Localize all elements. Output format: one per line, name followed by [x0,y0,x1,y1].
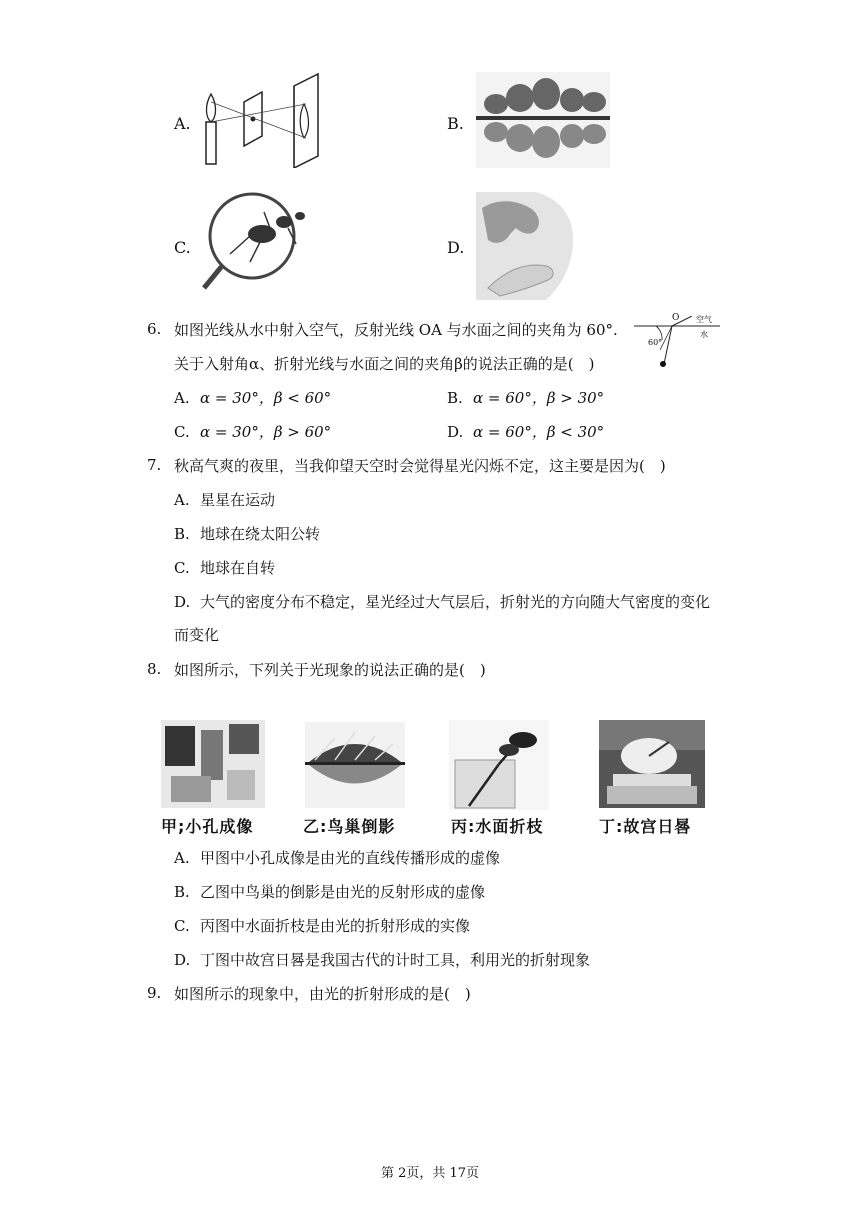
page-footer: 第 2页，共 17页 [380,1166,480,1181]
q8-option-b-text: 乙图中鸟巢的倒影是由光的反射形成的虚像 [200,883,486,901]
q6-option-c-text: α = 30°，β > 60° [200,423,332,441]
q8-option-a-label: A. [174,849,190,867]
q8-number: 8. [147,660,162,678]
caption-bing: 丙:水面折枝 [451,817,544,836]
birds-nest-reflection-photo [305,722,405,808]
water-label: 水 [700,330,708,339]
q6-option-d-label: D. [447,423,464,441]
air-label: 空气 [696,315,712,324]
sundial-photo [599,720,705,808]
candle-pinhole-figure [198,72,322,168]
q7-number: 7. [147,456,162,474]
q5-option-a-label: A. [174,114,191,133]
q8-option-c-label: C. [174,917,190,935]
q5-option-c-label: C. [174,238,191,257]
angle-label: 60° [648,338,663,347]
refraction-diagram [634,313,720,372]
q6-option-d-text: α = 60°，β < 30° [473,423,605,441]
q5-option-b-label: B. [447,114,464,133]
q6-option-a-label: A. [174,389,190,407]
q8-figure-strip [147,716,707,840]
q9-stem: 如图所示的现象中，由光的折射形成的是( ) [174,985,471,1003]
q6-option-b-text: α = 60°，β > 30° [473,389,605,407]
magnifier-ant-figure [200,192,310,292]
q8-option-a-text: 甲图中小孔成像是由光的直线传播形成的虚像 [200,849,501,867]
q6-option-b-label: B. [447,389,463,407]
caption-ding: 丁:故宫日晷 [599,817,692,836]
q8-option-d-label: D. [174,951,191,969]
pinhole-image-photo [161,720,265,808]
q8-option-c-text: 丙图中水面折枝是由光的折射形成的实像 [200,917,471,935]
q9-number: 9. [147,984,162,1002]
q7-option-c-label: C. [174,559,190,577]
q6-stem-line2: 关于入射角α、折射光线与水面之间的夹角β的说法正确的是( ) [174,355,595,373]
q8-option-d-text: 丁图中故宫日晷是我国古代的计时工具，利用光的折射现象 [200,951,591,969]
q6-option-c-label: C. [174,423,190,441]
q7-option-d-label: D. [174,593,191,611]
q6-number: 6. [147,320,162,338]
point-o-label: O [672,313,680,323]
bent-branch-photo [449,720,549,810]
q7-stem: 秋高气爽的夜里，当我仰望天空时会觉得星光闪烁不定，这主要是因为( ) [174,457,666,475]
q5-option-d-label: D. [447,238,465,257]
q7-option-a-text: 星星在运动 [200,491,276,509]
q7-option-d-text: 大气的密度分布不稳定，星光经过大气层后，折射光的方向随大气密度的变化 [200,593,711,611]
caption-jia: 甲;小孔成像 [161,817,254,836]
q6-stem-line1: 如图光线从水中射入空气，反射光线 OA 与水面之间的夹角为 60°. [174,321,618,339]
q8-option-b-label: B. [174,883,190,901]
q7-option-b-text: 地球在绕太阳公转 [200,525,321,543]
q7-option-d-continuation: 而变化 [174,626,220,644]
q7-option-c-text: 地球在自转 [200,559,276,577]
hand-shadow-photo [476,192,588,300]
q7-option-b-label: B. [174,525,190,543]
q7-option-a-label: A. [174,491,190,509]
q6-option-a-text: α = 30°，β < 60° [200,389,332,407]
q8-stem: 如图所示，下列关于光现象的说法正确的是( ) [174,661,486,679]
caption-yi: 乙:鸟巢倒影 [303,817,396,836]
tree-reflection-photo [476,72,610,168]
